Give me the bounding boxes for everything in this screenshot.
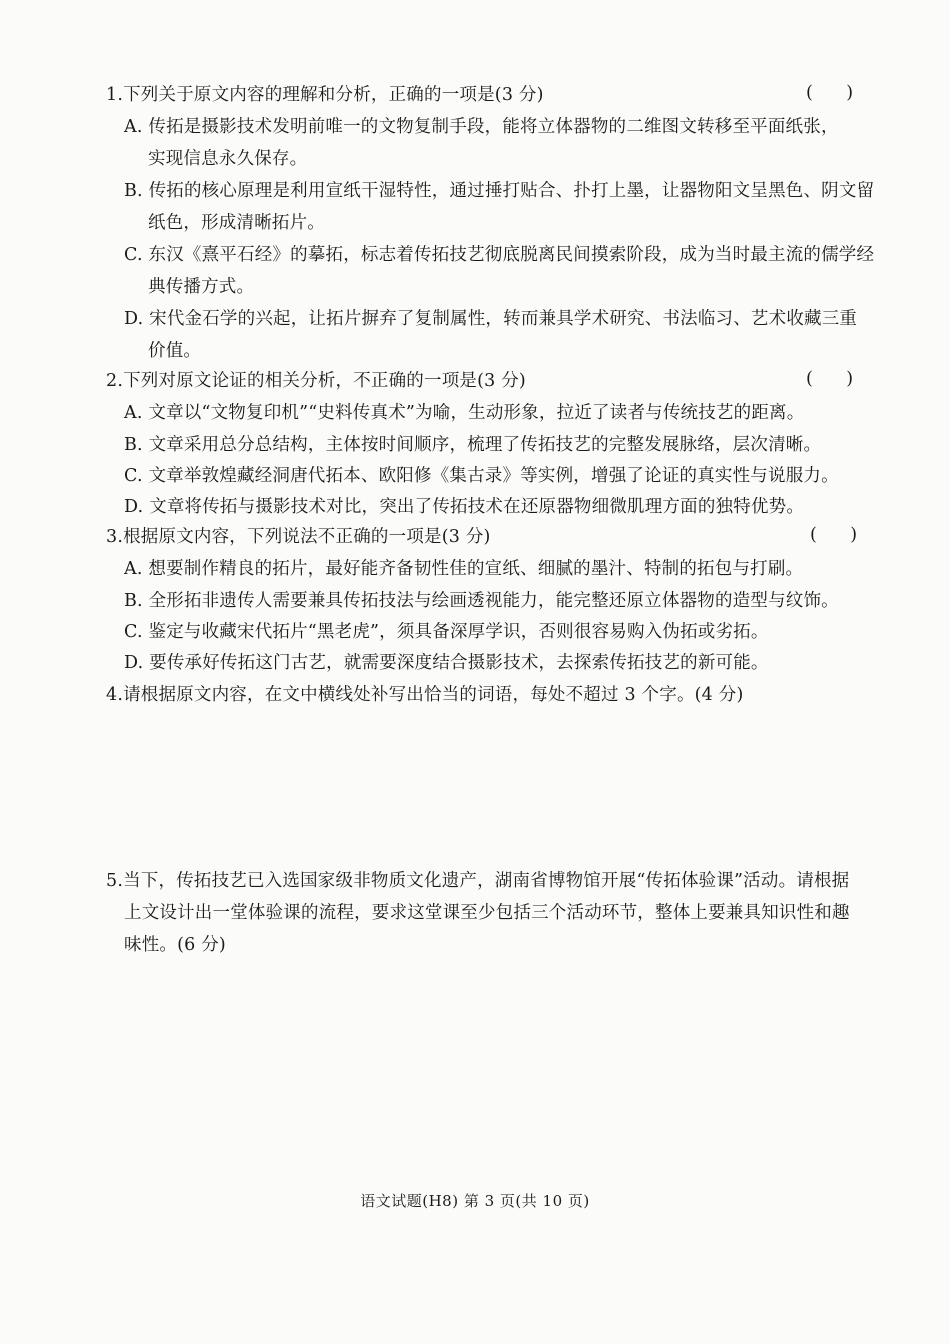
question-1-option-c-cont: 典传播方式。 <box>148 277 255 297</box>
question-5-stem: 5.当下，传拓技艺已入选国家级非物质文化遗产，湖南省博物馆开展“传拓体验课”活动。请根据 <box>106 871 850 891</box>
question-2-answer-paren: ( ) <box>806 369 854 389</box>
question-1-option-a-cont: 实现信息永久保存。 <box>148 149 308 169</box>
page-footer: 语文试题(H8) 第 3 页(共 10 页) <box>360 1192 590 1210</box>
question-1-option-d: D. 宋代金石学的兴起，让拓片摒弃了复制属性，转而兼具学术研究、书法临习、艺术收藏三重 <box>124 309 858 329</box>
question-3-option-b: B. 全形拓非遗传人需要兼具传拓技法与绘画透视能力，能完整还原立体器物的造型与纹饰。 <box>124 591 839 611</box>
question-1-option-b: B. 传拓的核心原理是利用宣纸干湿特性，通过捶打贴合、扑打上墨，让器物阳文呈黑色、阴文留 <box>124 181 875 201</box>
question-2-option-d: D. 文章将传拓与摄影技术对比，突出了传拓技术在还原器物细微肌理方面的独特优势。 <box>124 497 805 517</box>
question-1-option-a: A. 传拓是摄影技术发明前唯一的文物复制手段，能将立体器物的二维图文转移至平面纸张， <box>124 117 839 137</box>
question-3-option-c: C. 鉴定与收藏宋代拓片“黑老虎”，须具备深厚学识，否则很容易购入伪拓或劣拓。 <box>124 622 769 642</box>
question-1-option-c: C. 东汉《熹平石经》的摹拓，标志着传拓技艺彻底脱离民间摸索阶段，成为当时最主流的儒学经 <box>124 245 875 265</box>
question-3-option-a: A. 想要制作精良的拓片，最好能齐备韧性佳的宣纸、细腻的墨汁、特制的拓包与打刷。 <box>124 559 804 579</box>
question-5-stem-cont-1: 上文设计出一堂体验课的流程，要求这堂课至少包括三个活动环节，整体上要兼具知识性和趣 <box>124 903 850 923</box>
question-4-stem: 4.请根据原文内容，在文中横线处补写出恰当的词语，每处不超过 3 个字。(4 分) <box>106 685 744 705</box>
question-3-option-d: D. 要传承好传拓这门古艺，就需要深度结合摄影技术，去探索传拓技艺的新可能。 <box>124 653 769 673</box>
question-1-option-b-cont: 纸色，形成清晰拓片。 <box>148 213 325 233</box>
question-5-stem-cont-2: 味性。(6 分) <box>124 935 226 955</box>
question-3-stem: 3.根据原文内容，下列说法不正确的一项是(3 分) <box>106 527 491 547</box>
question-1-option-d-cont: 价值。 <box>148 341 202 361</box>
question-3-answer-paren: ( ) <box>810 525 858 545</box>
question-1-stem: 1.下列关于原文内容的理解和分析，正确的一项是(3 分) <box>106 85 544 105</box>
question-1-answer-paren: ( ) <box>806 83 854 103</box>
question-2-option-c: C. 文章举敦煌藏经洞唐代拓本、欧阳修《集古录》等实例，增强了论证的真实性与说服力。 <box>124 466 839 486</box>
question-2-stem: 2.下列对原文论证的相关分析，不正确的一项是(3 分) <box>106 371 526 391</box>
question-2-option-a: A. 文章以“文物复印机”“史料传真术”为喻，生动形象，拉近了读者与传统技艺的距离。 <box>124 403 805 423</box>
question-2-option-b: B. 文章采用总分总结构，主体按时间顺序，梳理了传拓技艺的完整发展脉络，层次清晰。 <box>124 435 822 455</box>
